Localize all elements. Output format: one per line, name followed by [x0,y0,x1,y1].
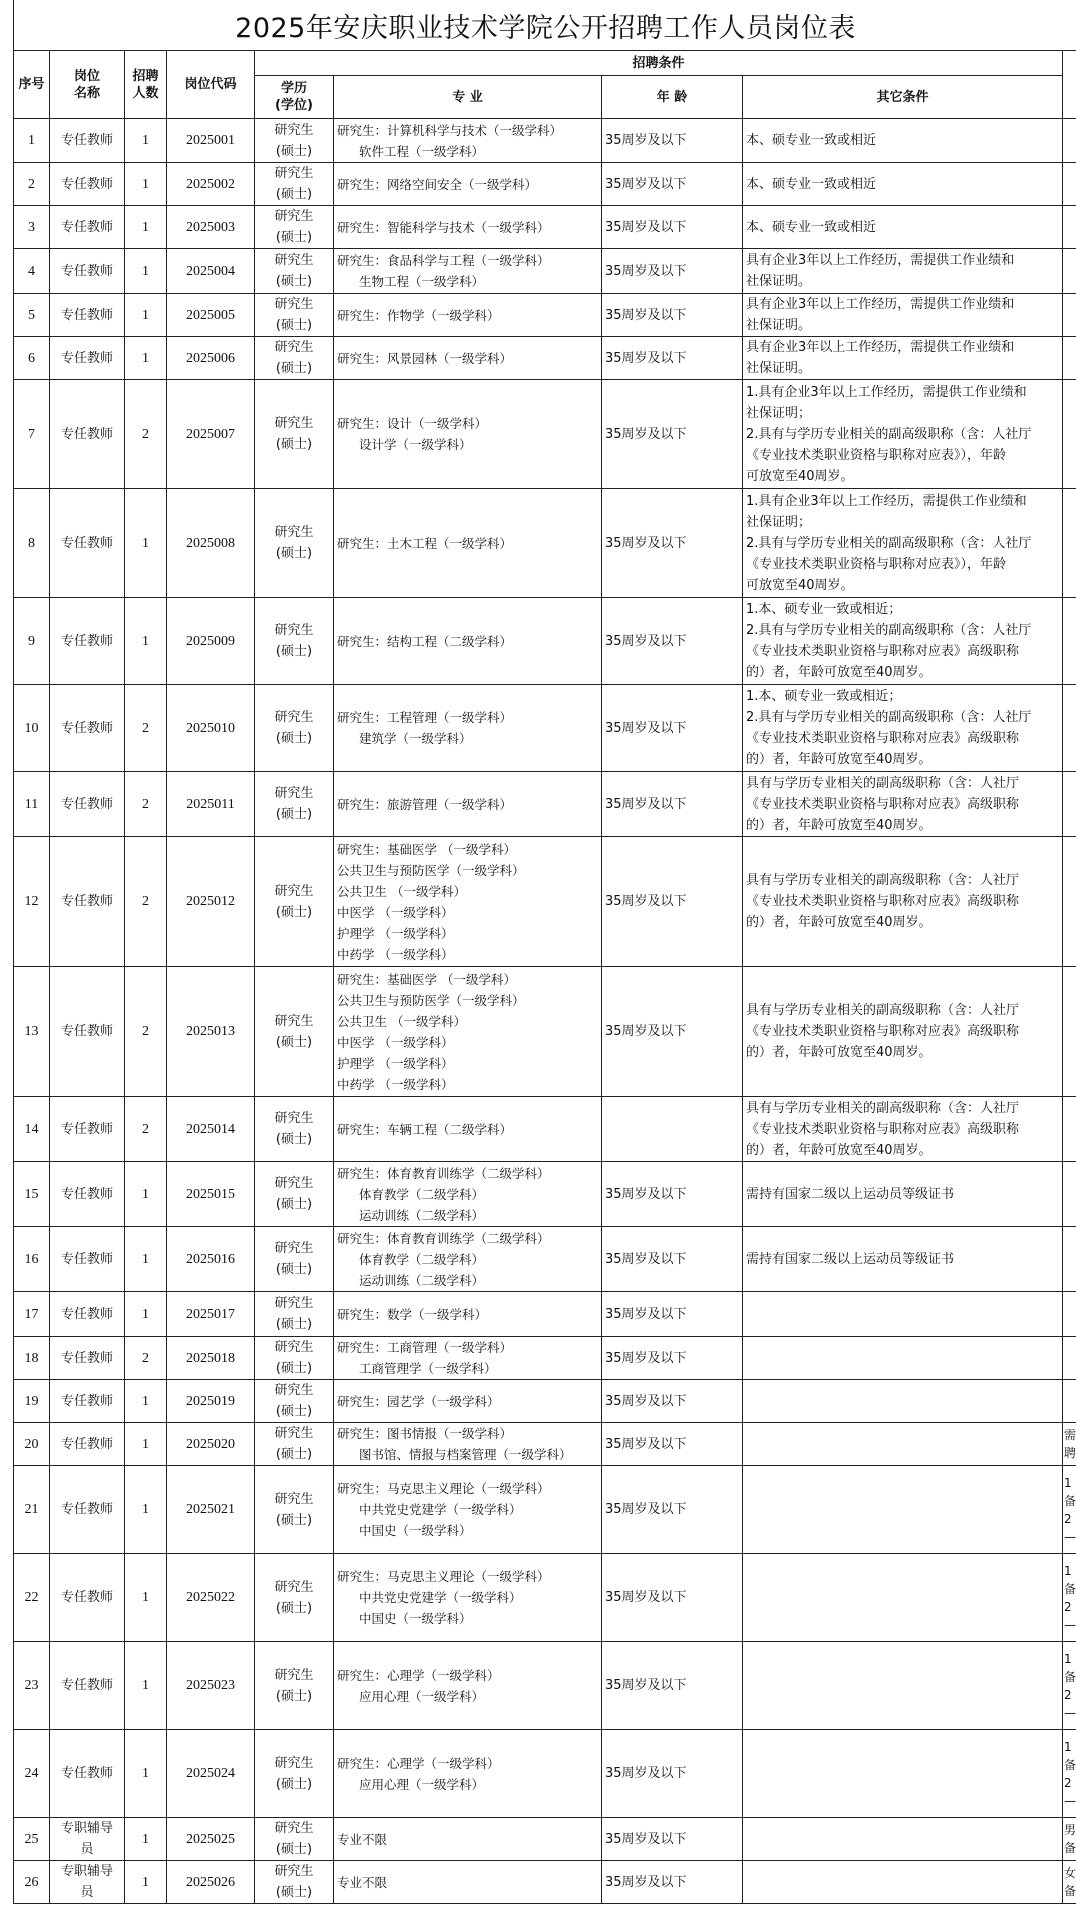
cell-edge-cut: 男 备 [1063,1818,1076,1861]
cell-major: 研究生：设计（一级学科） 设计学（一级学科） [334,380,602,489]
cell-seq: 14 [14,1097,50,1162]
cell-other-conditions: 1.具有企业3年以上工作经历，需提供工作业绩和 社保证明； 2.具有与学历专业相关的副高级职称（含：人社厅 《专业技术类职业资格与职称对应表》），年龄 可放宽至40周岁。 [743,380,1063,489]
cell-age: 35周岁及以下 [602,294,743,337]
cell-education: 研究生 (硕士) [255,837,334,967]
cell-post-code: 2025015 [167,1162,255,1227]
cell-count: 1 [125,1292,167,1337]
cell-count: 2 [125,837,167,967]
cell-post-code: 2025018 [167,1337,255,1380]
cell-edge-cut [1063,1227,1076,1292]
cell-count: 1 [125,294,167,337]
cell-major: 研究生：风景园林（一级学科） [334,337,602,380]
cell-post-code: 2025026 [167,1861,255,1904]
header-major: 专 业 [334,76,602,119]
table-row [14,1162,1076,1227]
table-row [14,837,1076,967]
cell-education: 研究生 (硕士) [255,1337,334,1380]
table-row [14,1861,1076,1904]
table-row [14,1380,1076,1423]
cell-education: 研究生 (硕士) [255,1423,334,1466]
cell-edge-cut: 1 备 2 — [1063,1730,1076,1818]
cell-education: 研究生 (硕士) [255,967,334,1097]
cell-edge-cut [1063,1380,1076,1423]
cell-seq: 13 [14,967,50,1097]
cell-edge-cut [1063,206,1076,249]
cell-post-name: 专任教师 [50,1380,125,1423]
cell-age: 35周岁及以下 [602,1861,743,1904]
cell-edge-cut [1063,163,1076,206]
cell-age: 35周岁及以下 [602,1818,743,1861]
cell-count: 1 [125,1380,167,1423]
cell-edge-cut [1063,119,1076,163]
cell-post-code: 2025024 [167,1730,255,1818]
cell-post-code: 2025013 [167,967,255,1097]
cell-age: 35周岁及以下 [602,337,743,380]
cell-seq: 26 [14,1861,50,1904]
cell-seq: 18 [14,1337,50,1380]
cell-post-code: 2025004 [167,249,255,294]
cell-seq: 19 [14,1380,50,1423]
cell-edge-cut [1063,598,1076,685]
cell-post-name: 专任教师 [50,1554,125,1642]
table-row [14,1097,1076,1162]
cell-post-code: 2025020 [167,1423,255,1466]
table-row [14,1642,1076,1730]
cell-other-conditions: 具有与学历专业相关的副高级职称（含：人社厅 《专业技术类职业资格与职称对应表》高级职称 的）者，年龄可放宽至40周岁。 [743,1097,1063,1162]
cell-other-conditions: 具有企业3年以上工作经历，需提供工作业绩和 社保证明。 [743,249,1063,294]
cell-other-conditions [743,1554,1063,1642]
cell-post-code: 2025007 [167,380,255,489]
cell-count: 1 [125,206,167,249]
cell-post-code: 2025017 [167,1292,255,1337]
cell-count: 1 [125,1554,167,1642]
cell-post-name: 专任教师 [50,1337,125,1380]
cell-other-conditions [743,1642,1063,1730]
header-age: 年 龄 [602,76,743,119]
cell-seq: 5 [14,294,50,337]
cell-count: 1 [125,249,167,294]
cell-post-name: 专任教师 [50,119,125,163]
cell-post-code: 2025001 [167,119,255,163]
cell-post-name: 专任教师 [50,837,125,967]
cell-education: 研究生 (硕士) [255,1227,334,1292]
cell-post-name: 专任教师 [50,598,125,685]
table-row [14,1337,1076,1380]
recruitment-table [13,50,1076,1904]
table-row [14,1423,1076,1466]
cell-edge-cut: 需 聘 [1063,1423,1076,1466]
cell-post-code: 2025010 [167,685,255,772]
cell-major: 研究生：作物学（一级学科） [334,294,602,337]
cell-age: 35周岁及以下 [602,772,743,837]
cell-edge-cut [1063,337,1076,380]
cell-other-conditions: 1.本、硕专业一致或相近； 2.具有与学历专业相关的副高级职称（含：人社厅 《专业技术类职业资格与职称对应表》高级职称 的）者，年龄可放宽至40周岁。 [743,598,1063,685]
cell-count: 1 [125,1861,167,1904]
table-row [14,967,1076,1097]
cell-post-name: 专任教师 [50,249,125,294]
cell-count: 1 [125,1423,167,1466]
cell-post-code: 2025008 [167,489,255,598]
cell-post-name: 专任教师 [50,489,125,598]
cell-seq: 12 [14,837,50,967]
cell-post-name: 专职辅导 员 [50,1861,125,1904]
cell-seq: 23 [14,1642,50,1730]
cell-other-conditions [743,1861,1063,1904]
table-row [14,249,1076,294]
cell-age: 35周岁及以下 [602,380,743,489]
cell-post-name: 专任教师 [50,685,125,772]
header-count: 招聘 人数 [125,51,167,119]
cell-education: 研究生 (硕士) [255,1380,334,1423]
cell-count: 2 [125,685,167,772]
cell-major: 研究生：图书情报（一级学科） 图书馆、情报与档案管理（一级学科） [334,1423,602,1466]
table-row [14,1730,1076,1818]
cell-other-conditions [743,1337,1063,1380]
cell-major: 研究生：心理学（一级学科） 应用心理（一级学科） [334,1642,602,1730]
cell-major: 研究生：网络空间安全（一级学科） [334,163,602,206]
cell-seq: 15 [14,1162,50,1227]
cell-age: 35周岁及以下 [602,163,743,206]
cell-count: 1 [125,1162,167,1227]
cell-post-name: 专任教师 [50,967,125,1097]
cell-edge-cut: 1 备 2 — [1063,1554,1076,1642]
cell-major: 研究生：数学（一级学科） [334,1292,602,1337]
cell-education: 研究生 (硕士) [255,119,334,163]
cell-post-name: 专任教师 [50,1292,125,1337]
cell-age: 35周岁及以下 [602,1730,743,1818]
cell-seq: 1 [14,119,50,163]
cell-education: 研究生 (硕士) [255,294,334,337]
cell-major: 研究生：基础医学 （一级学科） 公共卫生与预防医学（一级学科） 公共卫生 （一级学科） 中医学 （一级学科） 护理学 （一级学科） 中药学 （一级学科） [334,837,602,967]
cell-seq: 25 [14,1818,50,1861]
table-row [14,1292,1076,1337]
cell-count: 1 [125,598,167,685]
table-row [14,206,1076,249]
cell-other-conditions: 具有企业3年以上工作经历，需提供工作业绩和 社保证明。 [743,294,1063,337]
cell-age: 35周岁及以下 [602,685,743,772]
cell-edge-cut [1063,249,1076,294]
cell-other-conditions: 本、硕专业一致或相近 [743,206,1063,249]
cell-other-conditions: 具有与学历专业相关的副高级职称（含：人社厅 《专业技术类职业资格与职称对应表》高级职称 的）者，年龄可放宽至40周岁。 [743,837,1063,967]
cell-education: 研究生 (硕士) [255,1818,334,1861]
cell-age: 35周岁及以下 [602,1162,743,1227]
cell-other-conditions: 1.具有企业3年以上工作经历，需提供工作业绩和 社保证明； 2.具有与学历专业相关的副高级职称（含：人社厅 《专业技术类职业资格与职称对应表》），年龄 可放宽至40周岁。 [743,489,1063,598]
cell-post-code: 2025019 [167,1380,255,1423]
cell-seq: 4 [14,249,50,294]
cell-edge-cut [1063,772,1076,837]
cell-post-code: 2025016 [167,1227,255,1292]
cell-seq: 3 [14,206,50,249]
cell-major: 研究生：工商管理（一级学科） 工商管理学（一级学科） [334,1337,602,1380]
cell-major: 研究生：结构工程（二级学科） [334,598,602,685]
cell-post-code: 2025002 [167,163,255,206]
cell-education: 研究生 (硕士) [255,772,334,837]
cell-major: 研究生：马克思主义理论（一级学科） 中共党史党建学（一级学科） 中国史（一级学科） [334,1466,602,1554]
cell-other-conditions: 需持有国家二级以上运动员等级证书 [743,1162,1063,1227]
cell-age: 35周岁及以下 [602,1642,743,1730]
cell-major: 研究生：马克思主义理论（一级学科） 中共党史党建学（一级学科） 中国史（一级学科） [334,1554,602,1642]
cell-post-name: 专任教师 [50,206,125,249]
header-seq: 序号 [14,51,50,119]
cell-seq: 22 [14,1554,50,1642]
cell-age: 35周岁及以下 [602,249,743,294]
cell-other-conditions [743,1380,1063,1423]
cell-edge-cut [1063,1097,1076,1162]
cell-major: 研究生：心理学（一级学科） 应用心理（一级学科） [334,1730,602,1818]
table-row [14,772,1076,837]
cell-edge-cut: 1 备 2 — [1063,1642,1076,1730]
table-row [14,337,1076,380]
cell-count: 1 [125,1730,167,1818]
cell-count: 2 [125,967,167,1097]
header-post-name: 岗位 名称 [50,51,125,119]
cell-major: 研究生：体育教育训练学（二级学科） 体育教学（二级学科） 运动训练（二级学科） [334,1227,602,1292]
cell-education: 研究生 (硕士) [255,1554,334,1642]
cell-education: 研究生 (硕士) [255,685,334,772]
cell-seq: 17 [14,1292,50,1337]
cell-post-name: 专任教师 [50,1227,125,1292]
table-row [14,1227,1076,1292]
cell-edge-cut [1063,685,1076,772]
cell-seq: 2 [14,163,50,206]
cell-post-code: 2025011 [167,772,255,837]
cell-post-name: 专任教师 [50,1730,125,1818]
cell-age: 35周岁及以下 [602,206,743,249]
cell-major: 研究生：计算机科学与技术（一级学科） 软件工程（一级学科） [334,119,602,163]
table-row [14,598,1076,685]
cell-education: 研究生 (硕士) [255,1730,334,1818]
cell-post-code: 2025012 [167,837,255,967]
cell-count: 2 [125,380,167,489]
cell-edge-cut [1063,489,1076,598]
cell-seq: 11 [14,772,50,837]
cell-seq: 10 [14,685,50,772]
cell-seq: 16 [14,1227,50,1292]
cell-education: 研究生 (硕士) [255,598,334,685]
cell-education: 研究生 (硕士) [255,380,334,489]
cell-age: 35周岁及以下 [602,837,743,967]
cell-age: 35周岁及以下 [602,119,743,163]
cell-edge-cut [1063,294,1076,337]
cell-edge-cut [1063,1337,1076,1380]
cell-major: 研究生：园艺学（一级学科） [334,1380,602,1423]
cell-edge-cut [1063,1162,1076,1227]
cell-post-code: 2025021 [167,1466,255,1554]
table-row [14,489,1076,598]
cell-post-name: 专任教师 [50,1097,125,1162]
cell-major: 研究生：基础医学 （一级学科） 公共卫生与预防医学（一级学科） 公共卫生 （一级学科） 中医学 （一级学科） 护理学 （一级学科） 中药学 （一级学科） [334,967,602,1097]
cell-count: 1 [125,1642,167,1730]
cell-age: 35周岁及以下 [602,1423,743,1466]
table-row [14,1818,1076,1861]
cell-other-conditions [743,1423,1063,1466]
cell-seq: 7 [14,380,50,489]
cell-other-conditions [743,1730,1063,1818]
cell-age: 35周岁及以下 [602,1466,743,1554]
header-conditions: 招聘条件 [255,51,1063,76]
header-edge-cut [1063,51,1076,119]
cell-post-code: 2025023 [167,1642,255,1730]
cell-education: 研究生 (硕士) [255,1642,334,1730]
cell-major: 研究生：工程管理（一级学科） 建筑学（一级学科） [334,685,602,772]
cell-post-name: 专任教师 [50,1466,125,1554]
cell-education: 研究生 (硕士) [255,1466,334,1554]
page-title: 2025年安庆职业技术学院公开招聘工作人员岗位表 [13,0,1076,51]
cell-edge-cut: 女 备 [1063,1861,1076,1904]
cell-major: 专业不限 [334,1861,602,1904]
cell-post-name: 专职辅导 员 [50,1818,125,1861]
cell-count: 1 [125,337,167,380]
cell-post-name: 专任教师 [50,294,125,337]
cell-age: 35周岁及以下 [602,1380,743,1423]
cell-other-conditions: 具有与学历专业相关的副高级职称（含：人社厅 《专业技术类职业资格与职称对应表》高级职称 的）者，年龄可放宽至40周岁。 [743,772,1063,837]
cell-post-name: 专任教师 [50,1423,125,1466]
table-row [14,119,1076,163]
table-row [14,685,1076,772]
cell-age: 35周岁及以下 [602,1292,743,1337]
cell-education: 研究生 (硕士) [255,249,334,294]
cell-post-name: 专任教师 [50,163,125,206]
cell-post-name: 专任教师 [50,1642,125,1730]
cell-seq: 8 [14,489,50,598]
cell-major: 研究生：智能科学与技术（一级学科） [334,206,602,249]
cell-other-conditions: 本、硕专业一致或相近 [743,163,1063,206]
cell-post-code: 2025025 [167,1818,255,1861]
cell-other-conditions [743,1818,1063,1861]
cell-age: 35周岁及以下 [602,1227,743,1292]
cell-count: 1 [125,1227,167,1292]
cell-count: 1 [125,119,167,163]
cell-post-code: 2025003 [167,206,255,249]
cell-education: 研究生 (硕士) [255,489,334,598]
cell-count: 2 [125,1097,167,1162]
cell-education: 研究生 (硕士) [255,163,334,206]
cell-age: 35周岁及以下 [602,967,743,1097]
cell-age: 35周岁及以下 [602,1337,743,1380]
cell-education: 研究生 (硕士) [255,1861,334,1904]
cell-seq: 21 [14,1466,50,1554]
cell-major: 研究生：车辆工程（二级学科） [334,1097,602,1162]
cell-seq: 20 [14,1423,50,1466]
table-row [14,294,1076,337]
cell-count: 1 [125,489,167,598]
cell-age [602,1097,743,1162]
cell-age: 35周岁及以下 [602,598,743,685]
cell-post-name: 专任教师 [50,772,125,837]
cell-other-conditions: 需持有国家二级以上运动员等级证书 [743,1227,1063,1292]
cell-edge-cut [1063,380,1076,489]
table-row [14,163,1076,206]
cell-post-code: 2025005 [167,294,255,337]
cell-education: 研究生 (硕士) [255,1162,334,1227]
table-row [14,380,1076,489]
table-row [14,1554,1076,1642]
cell-edge-cut [1063,837,1076,967]
cell-education: 研究生 (硕士) [255,206,334,249]
table-row [14,1466,1076,1554]
cell-edge-cut [1063,967,1076,1097]
cell-seq: 9 [14,598,50,685]
cell-education: 研究生 (硕士) [255,1292,334,1337]
header-education: 学历 (学位) [255,76,334,119]
cell-post-code: 2025014 [167,1097,255,1162]
cell-post-code: 2025009 [167,598,255,685]
cell-age: 35周岁及以下 [602,1554,743,1642]
cell-seq: 6 [14,337,50,380]
cell-education: 研究生 (硕士) [255,1097,334,1162]
cell-major: 研究生：食品科学与工程（一级学科） 生物工程（一级学科） [334,249,602,294]
cell-other-conditions: 具有与学历专业相关的副高级职称（含：人社厅 《专业技术类职业资格与职称对应表》高级职称 的）者，年龄可放宽至40周岁。 [743,967,1063,1097]
cell-other-conditions: 本、硕专业一致或相近 [743,119,1063,163]
cell-post-name: 专任教师 [50,337,125,380]
cell-edge-cut: 1 备 2 — [1063,1466,1076,1554]
cell-post-name: 专任教师 [50,1162,125,1227]
cell-count: 2 [125,772,167,837]
cell-major: 研究生：旅游管理（一级学科） [334,772,602,837]
header-post-code: 岗位代码 [167,51,255,119]
cell-major: 研究生：体育教育训练学（二级学科） 体育教学（二级学科） 运动训练（二级学科） [334,1162,602,1227]
cell-other-conditions: 具有企业3年以上工作经历，需提供工作业绩和 社保证明。 [743,337,1063,380]
cell-post-code: 2025022 [167,1554,255,1642]
header-other-conditions: 其它条件 [743,76,1063,119]
cell-major: 研究生：土木工程（一级学科） [334,489,602,598]
cell-other-conditions [743,1292,1063,1337]
cell-post-code: 2025006 [167,337,255,380]
cell-other-conditions: 1.本、硕专业一致或相近； 2.具有与学历专业相关的副高级职称（含：人社厅 《专业技术类职业资格与职称对应表》高级职称 的）者，年龄可放宽至40周岁。 [743,685,1063,772]
cell-post-name: 专任教师 [50,380,125,489]
cell-age: 35周岁及以下 [602,489,743,598]
cell-other-conditions [743,1466,1063,1554]
cell-education: 研究生 (硕士) [255,337,334,380]
cell-major: 专业不限 [334,1818,602,1861]
cell-count: 2 [125,1337,167,1380]
cell-count: 1 [125,1466,167,1554]
table-body [14,119,1076,1904]
cell-edge-cut [1063,1292,1076,1337]
cell-count: 1 [125,163,167,206]
cell-seq: 24 [14,1730,50,1818]
cell-count: 1 [125,1818,167,1861]
